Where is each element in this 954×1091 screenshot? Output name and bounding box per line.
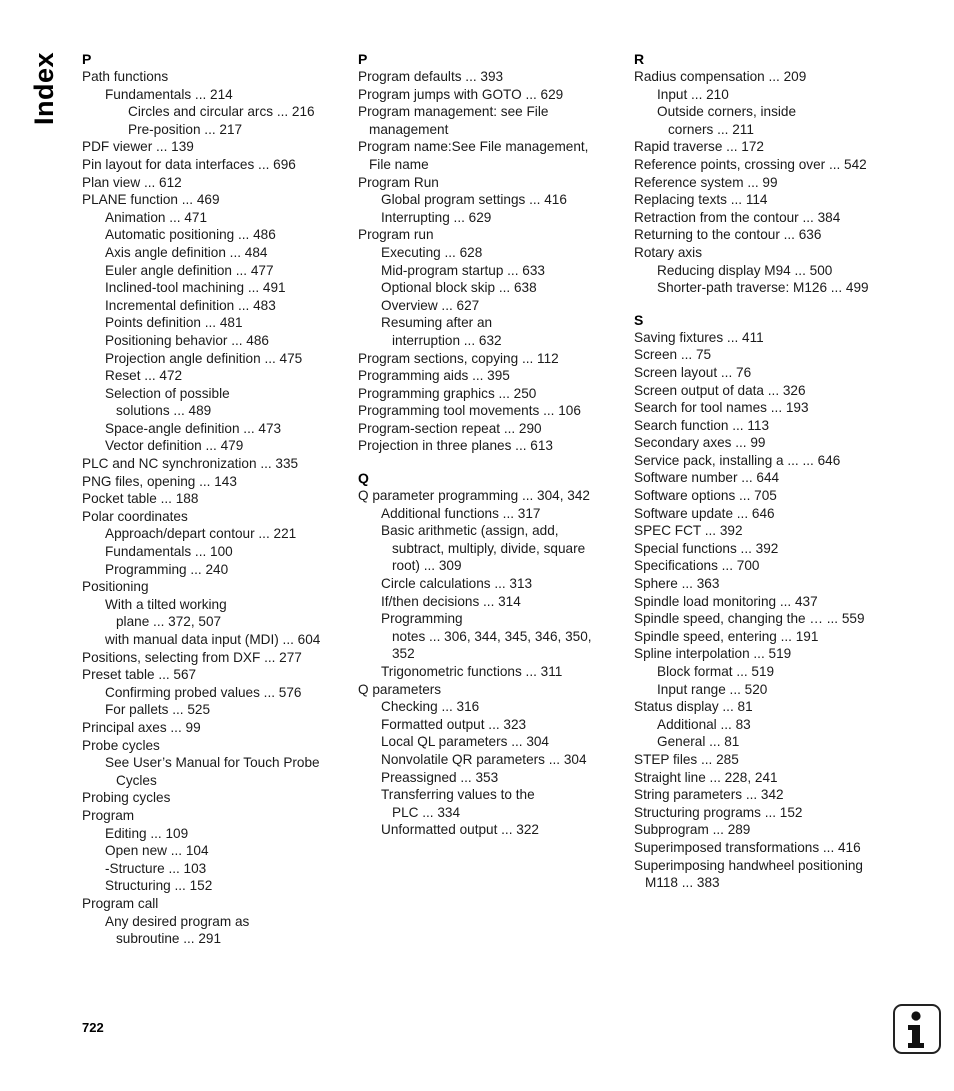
- index-entry: Structuring ... 152: [105, 878, 213, 894]
- index-entry: Service pack, installing a ... ... 646: [634, 452, 841, 468]
- index-entry: Open new ... 104: [105, 843, 209, 859]
- index-entry: root) ... 309: [392, 558, 462, 574]
- index-entry: Retraction from the contour ... 384: [634, 209, 841, 225]
- index-entry: Checking ... 316: [381, 699, 480, 715]
- index-entry: Animation ... 471: [105, 209, 208, 225]
- index-entry: With a tilted working: [105, 596, 227, 612]
- index-entry: Screen layout ... 76: [634, 364, 752, 380]
- index-entry: Confirming probed values ... 576: [105, 684, 302, 700]
- index-entry: Reference points, crossing over ... 542: [634, 156, 867, 172]
- index-entry: Probe cycles: [82, 737, 160, 753]
- index-entry: Preassigned ... 353: [381, 769, 499, 785]
- index-entry: Pocket table ... 188: [82, 491, 199, 507]
- index-entry: Any desired program as: [105, 913, 250, 929]
- page-number: 722: [82, 1020, 104, 1035]
- index-entry: Structuring programs ... 152: [634, 804, 803, 820]
- index-entry: Software update ... 646: [634, 505, 775, 521]
- index-entry: Programming: [381, 611, 463, 627]
- index-entry: Program: [82, 807, 135, 823]
- index-entry: Software options ... 705: [634, 488, 777, 504]
- index-entry: Rapid traverse ... 172: [634, 139, 764, 155]
- index-entry: Additional ... 83: [657, 716, 751, 732]
- index-entry: Reference system ... 99: [634, 174, 778, 190]
- index-entry: subroutine ... 291: [116, 931, 222, 947]
- index-entry: Radius compensation ... 209: [634, 69, 807, 84]
- index-entry: Principal axes ... 99: [82, 719, 201, 735]
- index-entry: Search for tool names ... 193: [634, 400, 809, 416]
- index-entry: Circles and circular arcs ... 216: [128, 104, 315, 120]
- index-entry: subtract, multiply, divide, square: [392, 540, 586, 556]
- index-entry: Polar coordinates: [82, 508, 188, 524]
- index-entry: Axis angle definition ... 484: [105, 244, 268, 260]
- index-entry: Approach/depart contour ... 221: [105, 526, 297, 542]
- index-entry: Projection in three planes ... 613: [358, 438, 553, 454]
- index-entry: Subprogram ... 289: [634, 822, 751, 838]
- index-entry: Incremental definition ... 483: [105, 297, 276, 313]
- index-entry: PLC and NC synchronization ... 335: [82, 456, 299, 472]
- index-entry: Specifications ... 700: [634, 558, 760, 574]
- index-entry: Screen output of data ... 326: [634, 382, 806, 398]
- index-entry: Programming graphics ... 250: [358, 385, 537, 401]
- index-entry: notes ... 306, 344, 345, 346, 350,: [392, 628, 592, 644]
- index-entry: Programming ... 240: [105, 561, 229, 577]
- index-entry: Reset ... 472: [105, 368, 183, 384]
- index-entry: Selection of possible: [105, 385, 230, 401]
- index-entry: Positioning: [82, 579, 149, 595]
- index-entry: Global program settings ... 416: [381, 192, 567, 208]
- index-entry: PNG files, opening ... 143: [82, 473, 237, 489]
- index-entry: plane ... 372, 507: [116, 614, 222, 630]
- index-entry: Outside corners, inside: [657, 104, 797, 120]
- info-icon: [893, 1004, 941, 1054]
- index-entry: Vector definition ... 479: [105, 438, 244, 454]
- index-entry: Sphere ... 363: [634, 576, 720, 592]
- index-entry: Program jumps with GOTO ... 629: [358, 86, 564, 102]
- letter-heading: P: [358, 51, 368, 67]
- index-entry: Mid-program startup ... 633: [381, 262, 545, 278]
- index-entry: with manual data input (MDI) ... 604: [105, 632, 321, 647]
- letter-heading: Q: [358, 470, 369, 487]
- index-entry: Program run: [358, 227, 434, 243]
- index-entry: Superimposing handwheel positioning: [634, 857, 863, 873]
- index-entry: Program name:See File management,: [358, 139, 589, 155]
- index-entry: Cycles: [116, 772, 157, 788]
- index-entry: General ... 81: [657, 734, 740, 750]
- index-entry: Additional functions ... 317: [381, 505, 541, 521]
- index-entry: Superimposed transformations ... 416: [634, 839, 861, 855]
- index-entry: Input ... 210: [657, 86, 729, 102]
- index-entry: Circle calculations ... 313: [381, 576, 533, 592]
- index-entry: Q parameter programming ... 304, 342: [358, 488, 590, 504]
- index-entry: File name: [369, 156, 429, 172]
- index-entry: Saving fixtures ... 411: [634, 329, 764, 345]
- index-entry: Points definition ... 481: [105, 315, 243, 331]
- index-entry: Euler angle definition ... 477: [105, 262, 274, 278]
- index-entry: Automatic positioning ... 486: [105, 227, 276, 243]
- index-entry: Returning to the contour ... 636: [634, 227, 822, 243]
- index-entry: Unformatted output ... 322: [381, 822, 539, 838]
- index-entry: Special functions ... 392: [634, 540, 779, 556]
- index-entry: Optional block skip ... 638: [381, 280, 537, 296]
- index-column-2: [358, 48, 626, 839]
- index-entry: Projection angle definition ... 475: [105, 350, 303, 366]
- index-entry: Secondary axes ... 99: [634, 435, 766, 451]
- index-entry: Replacing texts ... 114: [634, 192, 768, 208]
- index-entry: Straight line ... 228, 241: [634, 769, 778, 785]
- index-entry: Program management: see File: [358, 104, 549, 120]
- letter-heading: S: [634, 311, 644, 328]
- index-entry: -Structure ... 103: [105, 860, 207, 876]
- index-entry: management: [369, 121, 449, 137]
- index-entry: Pin layout for data interfaces ... 696: [82, 156, 296, 172]
- index-entry: Executing ... 628: [381, 244, 483, 260]
- index-entry: solutions ... 489: [116, 403, 212, 419]
- index-entry: PLANE function ... 469: [82, 192, 220, 208]
- index-entry: Positioning behavior ... 486: [105, 332, 269, 348]
- index-entry: Positions, selecting from DXF ... 277: [82, 649, 302, 665]
- index-entry: 352: [392, 646, 415, 662]
- index-entry: Program sections, copying ... 112: [358, 350, 559, 366]
- index-entry: String parameters ... 342: [634, 787, 784, 803]
- index-entry: Q parameters: [358, 681, 442, 697]
- index-entry: corners ... 211: [668, 121, 754, 137]
- index-column-3: [634, 48, 902, 892]
- index-entry: Programming aids ... 395: [358, 368, 510, 384]
- index-entry: Transferring values to the: [381, 787, 535, 803]
- index-entry: Formatted output ... 323: [381, 716, 527, 732]
- index-entry: Program defaults ... 393: [358, 69, 504, 84]
- index-entry: PDF viewer ... 139: [82, 139, 194, 155]
- index-entry: M118 ... 383: [645, 875, 720, 891]
- index-entry: Trigonometric functions ... 311: [381, 664, 563, 679]
- index-entry: Screen ... 75: [634, 347, 712, 363]
- index-entry: Editing ... 109: [105, 825, 189, 841]
- index-entry: Rotary axis: [634, 244, 702, 260]
- index-entry: Interrupting ... 629: [381, 209, 492, 225]
- letter-heading: R: [634, 51, 645, 67]
- index-entry: Overview ... 627: [381, 297, 480, 313]
- index-entry: Program-section repeat ... 290: [358, 420, 542, 436]
- index-entry: Probing cycles: [82, 790, 171, 806]
- index-entry: Nonvolatile QR parameters ... 304: [381, 751, 587, 767]
- index-column-1: [82, 48, 350, 948]
- index-entry: Spindle load monitoring ... 437: [634, 593, 818, 609]
- index-entry: SPEC FCT ... 392: [634, 523, 743, 539]
- index-entry: Status display ... 81: [634, 699, 753, 715]
- index-entry: Pre-position ... 217: [128, 121, 243, 137]
- index-entry: Reducing display M94 ... 500: [657, 262, 833, 278]
- index-entry: Input range ... 520: [657, 681, 768, 697]
- index-entry: For pallets ... 525: [105, 702, 211, 718]
- index-entry: Path functions: [82, 69, 169, 84]
- index-entry: Shorter-path traverse: M126 ... 499: [657, 280, 869, 296]
- index-entry: PLC ... 334: [392, 804, 461, 820]
- index-entry: Software number ... 644: [634, 470, 780, 486]
- index-entry: interruption ... 632: [392, 332, 502, 348]
- index-entry: Fundamentals ... 100: [105, 544, 233, 560]
- index-entry: Block format ... 519: [657, 664, 775, 679]
- index-entry: Spindle speed, entering ... 191: [634, 628, 819, 644]
- index-entry: Search function ... 113: [634, 417, 770, 433]
- letter-heading: P: [82, 51, 92, 67]
- index-entry: See User’s Manual for Touch Probe: [105, 755, 320, 771]
- index-entry: Resuming after an: [381, 315, 493, 331]
- index-entry: Local QL parameters ... 304: [381, 734, 549, 750]
- index-entry: Preset table ... 567: [82, 667, 197, 683]
- index-entry: Program call: [82, 895, 159, 911]
- index-entry: If/then decisions ... 314: [381, 593, 521, 609]
- index-entry: Basic arithmetic (assign, add,: [381, 523, 559, 539]
- index-entry: Inclined-tool machining ... 491: [105, 280, 286, 296]
- index-entry: Spindle speed, changing the … ... 559: [634, 611, 865, 627]
- index-entry: STEP files ... 285: [634, 751, 739, 767]
- index-side-title: Index: [29, 52, 59, 126]
- index-entry: Spline interpolation ... 519: [634, 646, 792, 662]
- index-entry: Programming tool movements ... 106: [358, 403, 581, 419]
- index-entry: Program Run: [358, 174, 439, 190]
- index-entry: Plan view ... 612: [82, 174, 182, 190]
- index-entry: Fundamentals ... 214: [105, 86, 233, 102]
- index-entry: Space-angle definition ... 473: [105, 420, 282, 436]
